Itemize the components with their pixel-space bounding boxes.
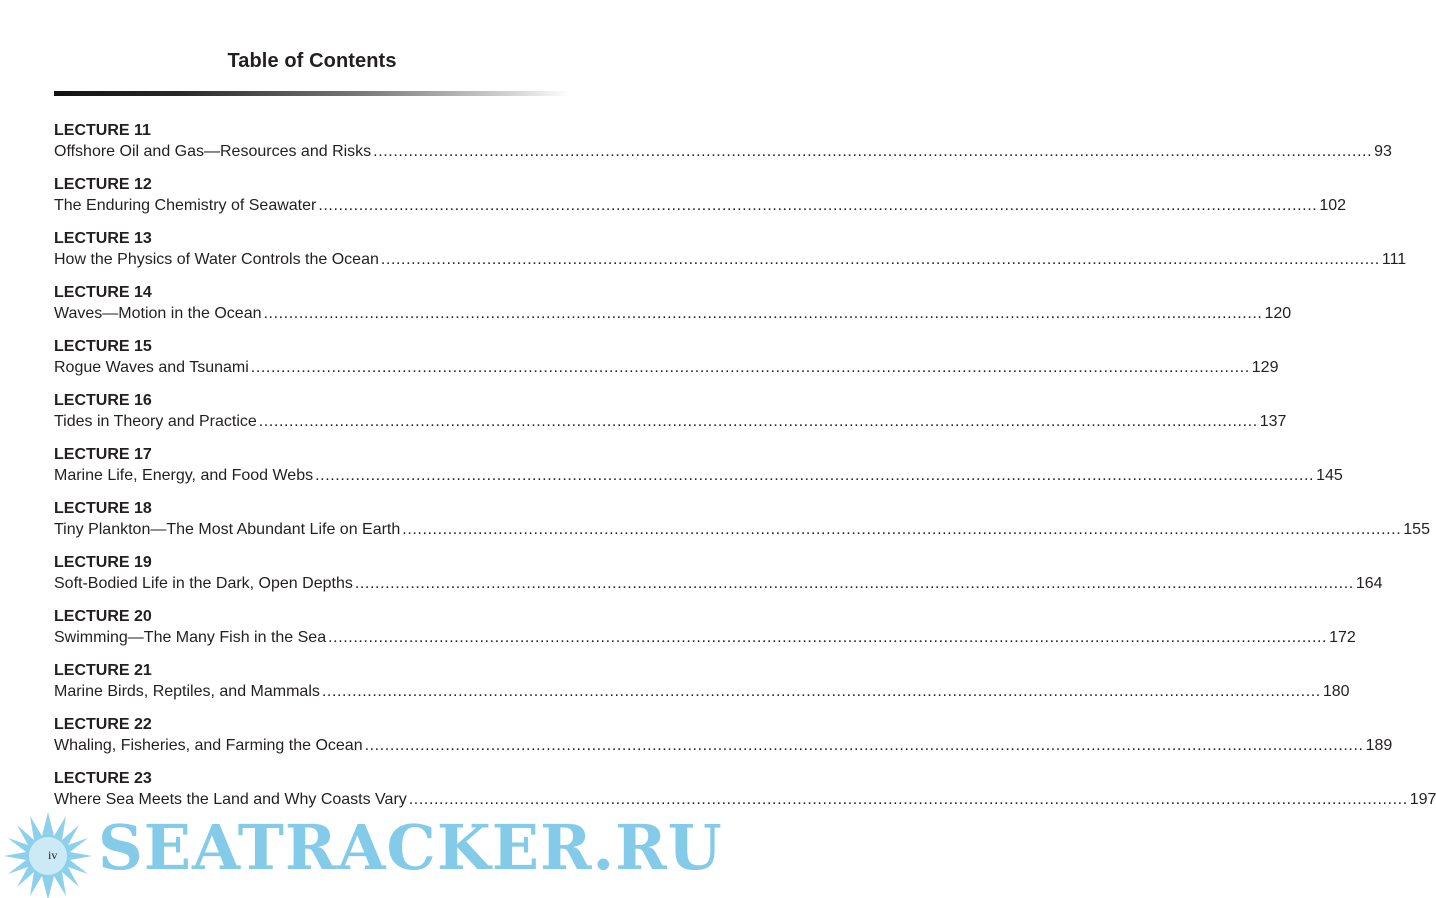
page-title: Table of Contents [227,50,397,72]
lecture-page-number: 189 [1365,737,1393,754]
lecture-title: Soft-Bodied Life in the Dark, Open Depths [54,575,353,592]
title-rule [54,91,570,96]
lecture-page-number: 155 [1403,521,1430,538]
toc-line[interactable] [54,573,1383,595]
lecture-title: The Enduring Chemistry of Seawater [54,197,317,214]
lecture-label: LECTURE 18 [54,500,152,517]
lecture-page-number: 102 [1319,197,1347,214]
toc-entry [54,229,1407,283]
lecture-title: Marine Life, Energy, and Food Webs [54,467,314,484]
lecture-title: Where Sea Meets the Land and Why Coasts Vary [54,791,407,808]
lecture-label: LECTURE 20 [54,608,152,625]
toc-line[interactable] [54,357,1279,379]
toc-line[interactable] [54,681,1350,703]
lecture-page-number: 180 [1322,683,1350,700]
toc-entry [54,121,1392,175]
toc-entry [54,445,1343,499]
toc-line[interactable] [54,303,1292,325]
dot-leader [251,357,1250,379]
lecture-title: Rogue Waves and Tsunami [54,359,249,376]
toc-entry [54,337,1279,391]
lecture-title: Tiny Plankton—The Most Abundant Life on Earth [54,521,401,538]
dot-leader [402,519,1401,541]
toc-line[interactable] [54,249,1407,271]
lecture-label: LECTURE 12 [54,176,152,193]
dot-leader [328,627,1327,649]
toc-line[interactable] [54,735,1393,757]
lecture-title: Swimming—The Many Fish in the Sea [54,629,327,646]
toc-line[interactable] [54,519,1430,541]
toc-line[interactable] [54,411,1287,433]
lecture-label: LECTURE 11 [54,122,151,139]
lecture-page-number: 111 [1381,251,1407,268]
lecture-title: How the Physics of Water Controls the Ocean [54,251,379,268]
dot-leader [373,141,1372,163]
dot-leader [381,249,1380,271]
lecture-label: LECTURE 14 [54,284,152,301]
toc-entry [54,715,1393,769]
lecture-page-number: 172 [1329,629,1356,646]
toc-entry [54,499,1430,553]
lecture-title: Marine Birds, Reptiles, and Mammals [54,683,320,700]
lecture-title: Waves—Motion in the Ocean [54,305,262,322]
toc-entry [54,283,1292,337]
lecture-label: LECTURE 22 [54,716,152,733]
lecture-page-number: 129 [1251,359,1279,376]
lecture-title: Offshore Oil and Gas—Resources and Risks [54,143,372,160]
lecture-label: LECTURE 21 [54,662,152,679]
toc-line[interactable] [54,465,1343,487]
lecture-page-number: 164 [1355,575,1383,592]
lecture-title: Whaling, Fisheries, and Farming the Ocean [54,737,363,754]
lecture-page-number: 93 [1374,143,1392,160]
lecture-label: LECTURE 15 [54,338,152,355]
dot-leader [365,735,1364,757]
toc-line[interactable] [54,195,1347,217]
lecture-page-number: 137 [1259,413,1287,430]
toc-line[interactable] [54,141,1392,163]
lecture-label: LECTURE 17 [54,446,152,463]
lecture-label: LECTURE 23 [54,770,152,787]
lecture-page-number: 120 [1264,305,1292,322]
page-number: iv [48,848,58,862]
dot-leader [315,465,1314,487]
lecture-page-number: 197 [1409,791,1436,808]
table-of-contents [54,121,1436,823]
lecture-title: Tides in Theory and Practice [54,413,257,430]
dot-leader [355,573,1354,595]
dot-leader [264,303,1263,325]
toc-entry [54,175,1347,229]
dot-leader [322,681,1321,703]
dot-leader [318,195,1317,217]
toc-entry [54,661,1350,715]
lecture-label: LECTURE 13 [54,230,152,247]
toc-entry [54,607,1356,661]
toc-entry [54,391,1287,445]
dot-leader [259,411,1258,433]
watermark-text: SEATRACKER.RU [98,811,723,884]
lecture-label: LECTURE 19 [54,554,152,571]
toc-entry [54,553,1383,607]
lecture-label: LECTURE 16 [54,392,152,409]
toc-line[interactable] [54,627,1356,649]
lecture-page-number: 145 [1316,467,1343,484]
